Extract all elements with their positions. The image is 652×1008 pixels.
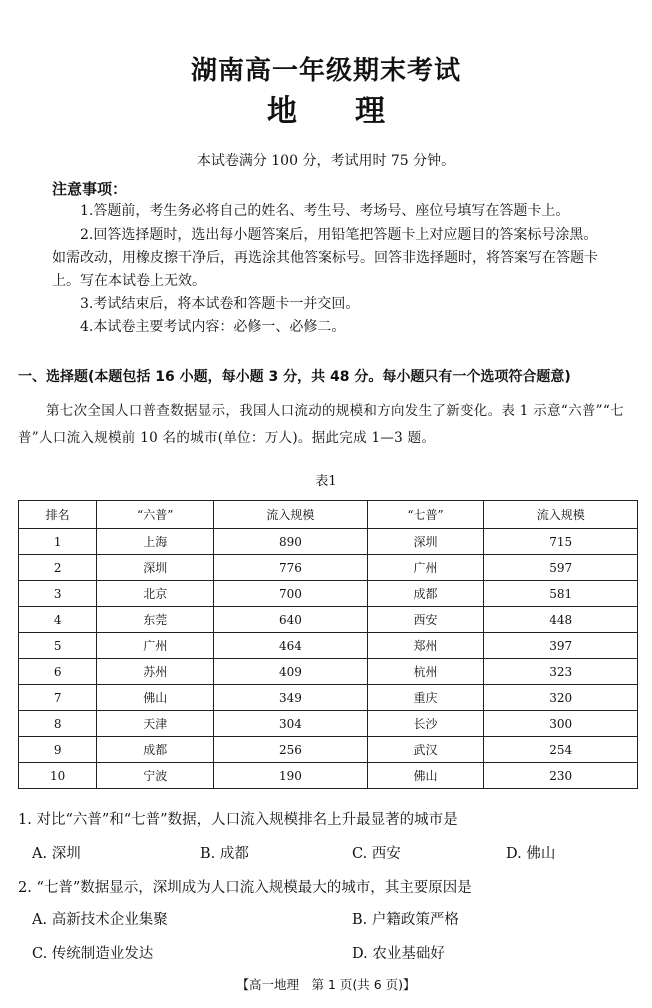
table-cell: 东莞 xyxy=(97,607,214,633)
header-cell: 流入规模 xyxy=(484,501,638,529)
table-cell: 304 xyxy=(214,711,368,737)
table-cell: 深圳 xyxy=(97,555,214,581)
section-heading: 一、选择题(本题包括 16 小题，每小题 3 分，共 48 分。每小题只有一个选项符合题意) xyxy=(18,369,571,385)
table-row xyxy=(19,659,638,685)
q2-option-d: D. 农业基础好 xyxy=(352,946,445,962)
passage: 第七次全国人口普查数据显示，我国人口流动的规模和方向发生了新变化。表 1 示意“六普”“七普”人口流入规模前 10 名的城市(单位：万人)。据此完成 1—3 题。 xyxy=(18,403,624,446)
table-cell: 349 xyxy=(214,685,368,711)
table-cell: 640 xyxy=(214,607,368,633)
q1-option-d: D. 佛山 xyxy=(506,846,556,862)
table-cell: 2 xyxy=(19,555,97,581)
notice-item-3: 3.考试结束后，将本试卷和答题卡一并交回。 xyxy=(80,296,360,312)
table-row xyxy=(19,633,638,659)
table-row xyxy=(19,555,638,581)
header-cell: “七普” xyxy=(367,501,484,529)
table-cell: 郑州 xyxy=(367,633,484,659)
table-cell: 深圳 xyxy=(367,529,484,555)
table-cell: 10 xyxy=(19,763,97,789)
table-cell: 成都 xyxy=(367,581,484,607)
q2-option-c: C. 传统制造业发达 xyxy=(32,946,154,962)
table-cell: 苏州 xyxy=(97,659,214,685)
table-cell: 890 xyxy=(214,529,368,555)
table-cell: 581 xyxy=(484,581,638,607)
table-row xyxy=(19,607,638,633)
table-cell: 1 xyxy=(19,529,97,555)
table-cell: 409 xyxy=(214,659,368,685)
notice-item-4: 4.本试卷主要考试内容：必修一、必修二。 xyxy=(80,319,346,335)
table-row xyxy=(19,685,638,711)
q2-option-a: A. 高新技术企业集聚 xyxy=(32,912,168,928)
q1-option-c: C. 西安 xyxy=(352,846,401,862)
table-cell: 230 xyxy=(484,763,638,789)
q1-option-a: A. 深圳 xyxy=(32,846,81,862)
table-cell: 597 xyxy=(484,555,638,581)
table-cell: 190 xyxy=(214,763,368,789)
exam-intro: 本试卷满分 100 分，考试用时 75 分钟。 xyxy=(196,153,456,169)
question-2-stem: 2. “七普”数据显示，深圳成为人口流入规模最大的城市，其主要原因是 xyxy=(18,880,472,896)
page-footer: 【高一地理 第 1 页(共 6 页)】 xyxy=(236,977,416,992)
table-cell: 700 xyxy=(214,581,368,607)
table-cell: 300 xyxy=(484,711,638,737)
table-caption: 表1 xyxy=(315,474,337,489)
table-row xyxy=(19,737,638,763)
table-cell: 广州 xyxy=(97,633,214,659)
table-cell: 天津 xyxy=(97,711,214,737)
table-cell: 武汉 xyxy=(367,737,484,763)
header-cell: 流入规模 xyxy=(214,501,368,529)
notice-item-2: 2.回答选择题时，选出每小题答案后，用铅笔把答题卡上对应题目的答案标号涂黑。如需改动，用橡皮擦干净后，再选涂其他答案标号。回答非选择题时，将答案写在答题卡上。写在本试卷上无效。 xyxy=(52,227,598,289)
table-cell: 776 xyxy=(214,555,368,581)
table-cell: 宁波 xyxy=(97,763,214,789)
table-row xyxy=(19,581,638,607)
table-row xyxy=(19,711,638,737)
table-cell: 重庆 xyxy=(367,685,484,711)
q1-option-b: B. 成都 xyxy=(200,846,249,862)
table-cell: 8 xyxy=(19,711,97,737)
table-cell: 佛山 xyxy=(97,685,214,711)
exam-title: 湖南高一年级期末考试 xyxy=(190,56,461,86)
table-cell: 9 xyxy=(19,737,97,763)
table-cell: 6 xyxy=(19,659,97,685)
table-cell: 4 xyxy=(19,607,97,633)
question-1-stem: 1. 对比“六普”和“七普”数据，人口流入规模排名上升最显著的城市是 xyxy=(18,812,458,828)
q2-option-b: B. 户籍政策严格 xyxy=(352,912,459,928)
table-row xyxy=(19,529,638,555)
table-cell: 464 xyxy=(214,633,368,659)
table-cell: 5 xyxy=(19,633,97,659)
table-cell: 3 xyxy=(19,581,97,607)
table-cell: 广州 xyxy=(367,555,484,581)
table-cell: 397 xyxy=(484,633,638,659)
table-cell: 西安 xyxy=(367,607,484,633)
population-table xyxy=(18,500,638,789)
header-cell: “六普” xyxy=(97,501,214,529)
header-cell: 排名 xyxy=(19,501,97,529)
table-cell: 杭州 xyxy=(367,659,484,685)
table-cell: 7 xyxy=(19,685,97,711)
table-cell: 323 xyxy=(484,659,638,685)
table-header-row xyxy=(19,501,638,529)
table-cell: 320 xyxy=(484,685,638,711)
table-cell: 上海 xyxy=(97,529,214,555)
notice-heading: 注意事项： xyxy=(52,180,128,198)
table-row xyxy=(19,763,638,789)
notice-item-1: 1.答题前，考生务必将自己的姓名、考生号、考场号、座位号填写在答题卡上。 xyxy=(80,203,570,219)
subject-title: 地理 xyxy=(267,94,443,129)
table-cell: 佛山 xyxy=(367,763,484,789)
table-cell: 成都 xyxy=(97,737,214,763)
table-cell: 715 xyxy=(484,529,638,555)
table-cell: 北京 xyxy=(97,581,214,607)
table-cell: 256 xyxy=(214,737,368,763)
table-cell: 448 xyxy=(484,607,638,633)
table-cell: 长沙 xyxy=(367,711,484,737)
table-cell: 254 xyxy=(484,737,638,763)
